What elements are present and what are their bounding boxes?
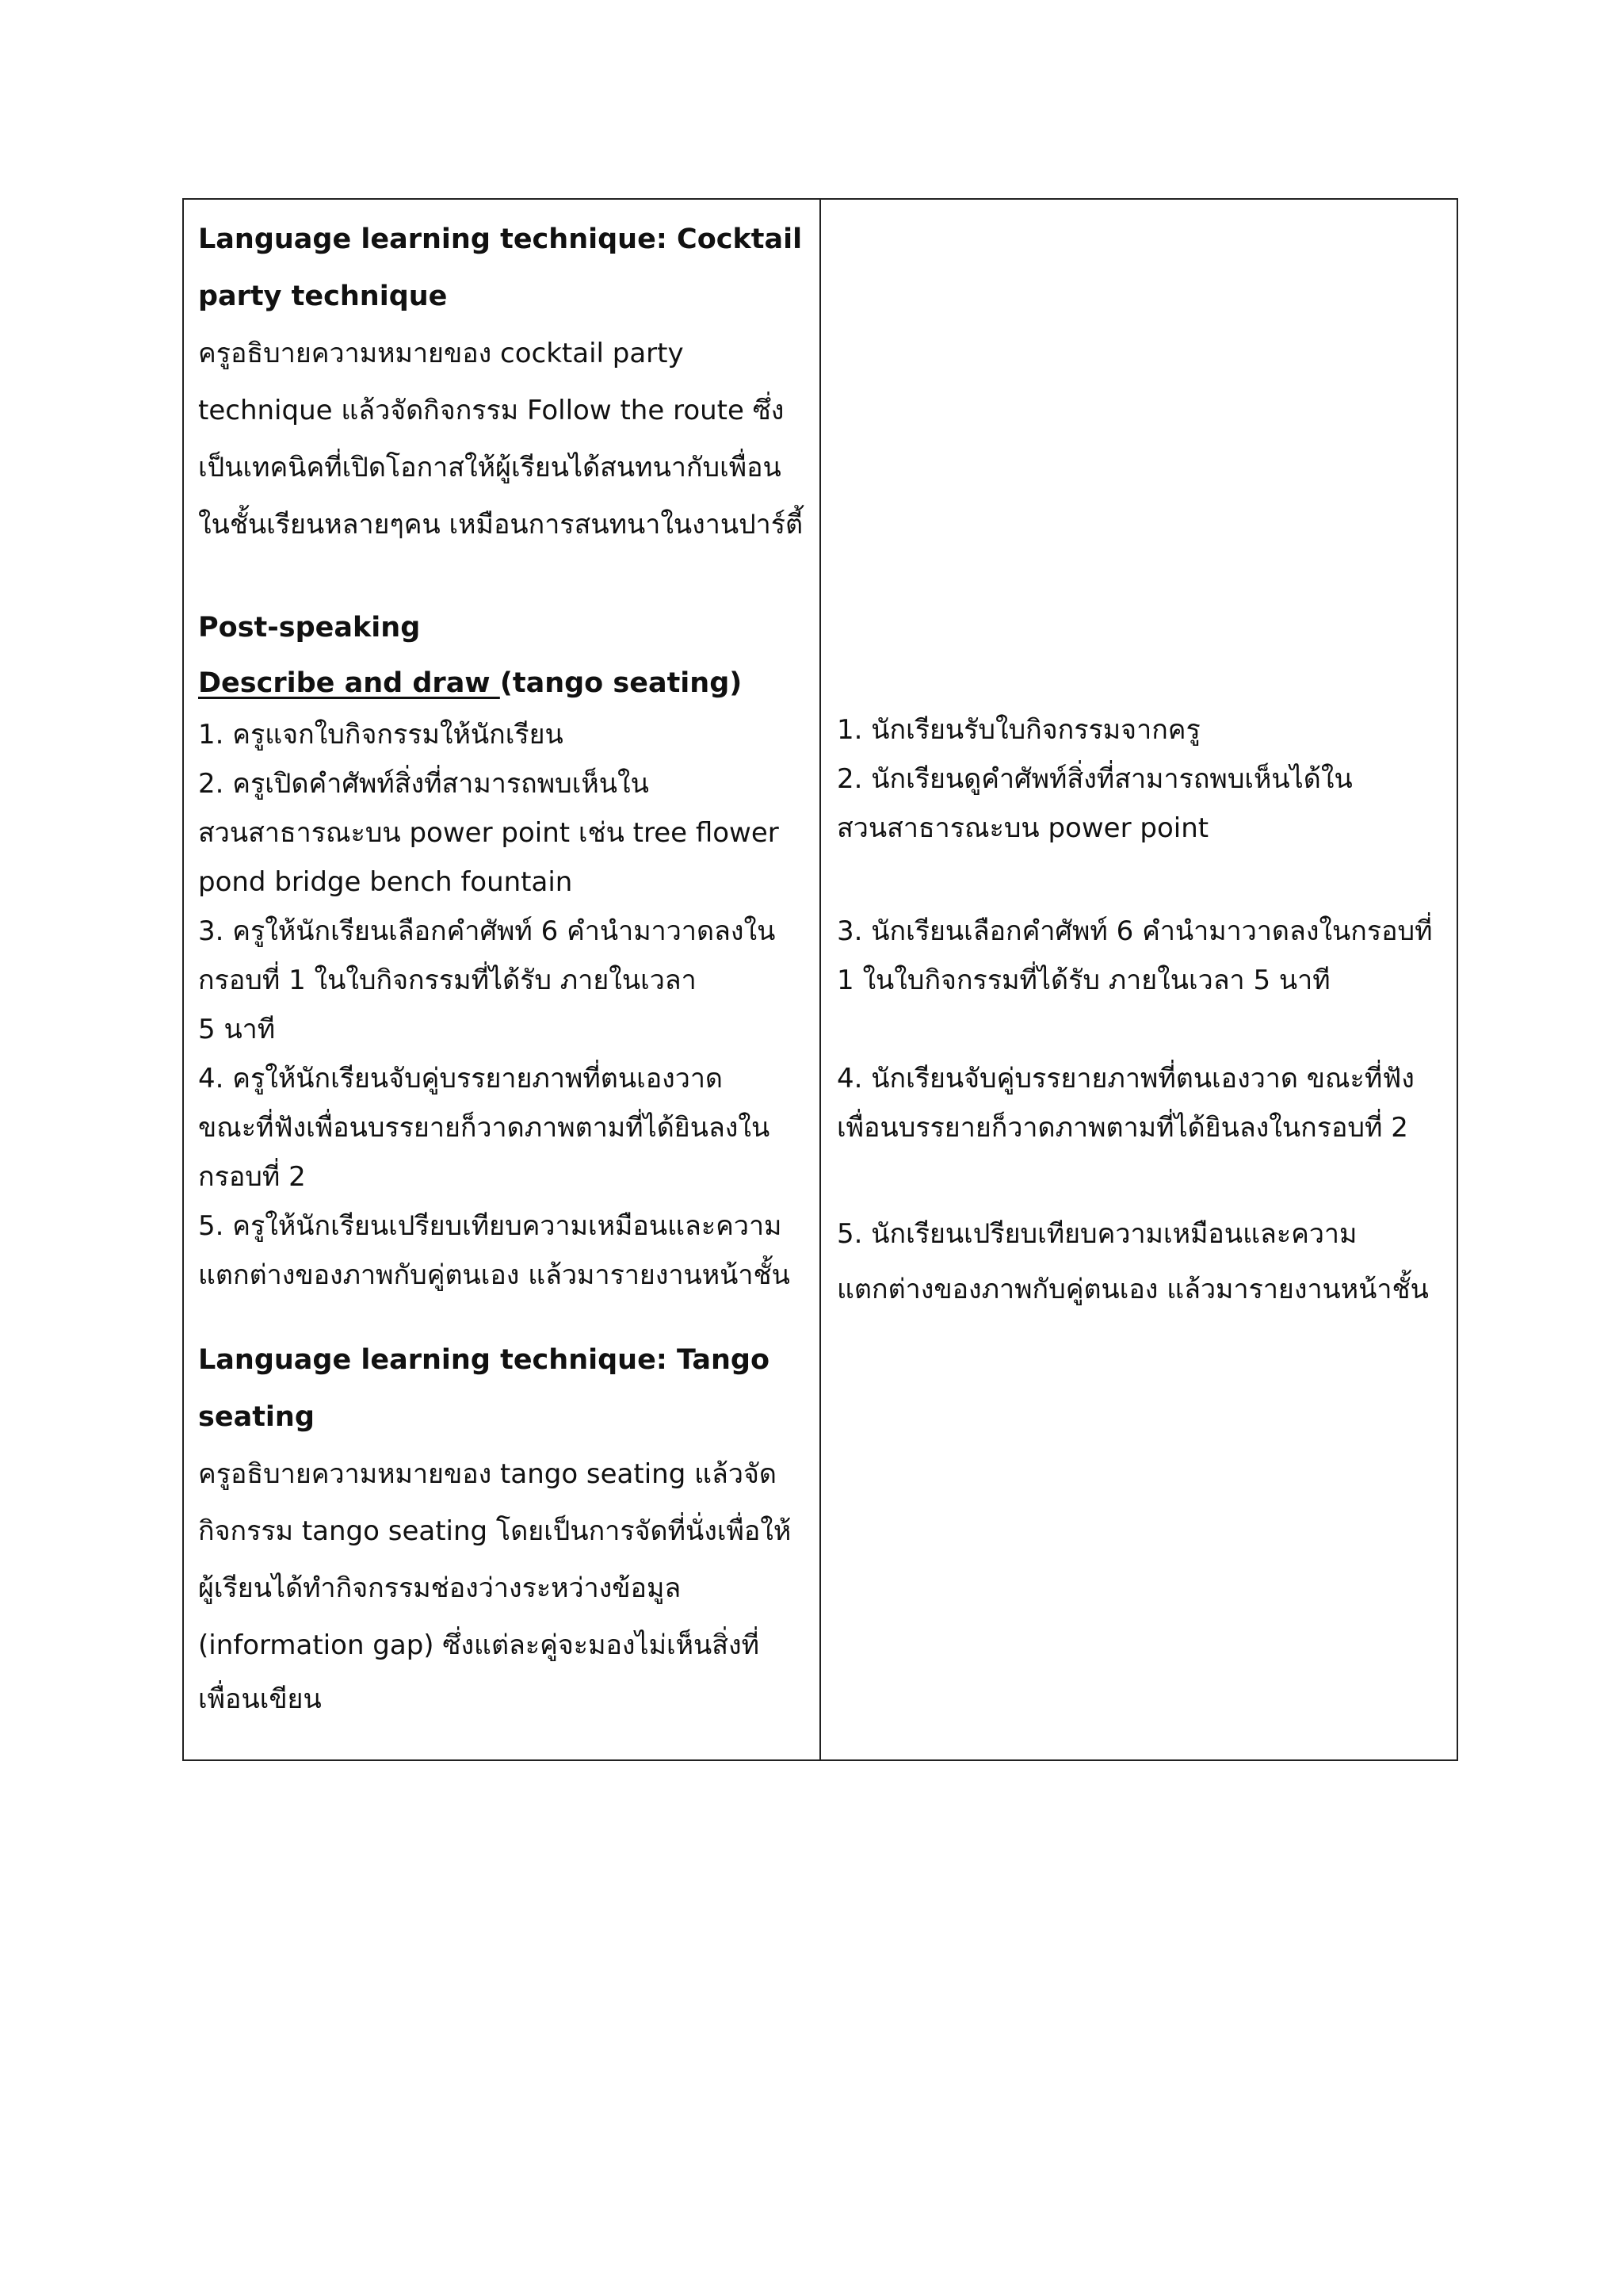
step-line: 1. ครูแจกใบกิจกรรมให้นักเรียน bbox=[198, 719, 563, 751]
step-line: 5 นาที bbox=[198, 1014, 276, 1045]
student-step-4a: 4. นักเรียนจับคู่บรรยายภาพที่ตนเองวาด ขณะที่ฟัง bbox=[837, 1063, 1415, 1095]
student-step-1: 1. นักเรียนรับใบกิจกรรมจากครู bbox=[837, 714, 1201, 746]
activity-title-row bbox=[198, 656, 807, 710]
spacer bbox=[198, 1300, 807, 1331]
step-line: pond bridge bench fountain bbox=[198, 866, 573, 898]
tango-desc-line: (information gap) ซึ่งแต่ละคู่จะมองไม่เห็นสิ่งที่ bbox=[198, 1629, 760, 1661]
step-line: ขณะที่ฟังเพื่อนบรรยายก็วาดภาพตามที่ได้ยินลงใน bbox=[198, 1112, 770, 1144]
step-line: กรอบที่ 2 bbox=[198, 1161, 306, 1193]
tango-desc-line: เพื่อนเขียน bbox=[198, 1683, 322, 1715]
tango-desc-line: ครูอธิบายความหมายของ tango seating แล้วจัด bbox=[198, 1458, 777, 1490]
step-line: สวนสาธารณะบน power point เช่น tree flower bbox=[198, 817, 779, 849]
cocktail-desc-line: เป็นเทคนิคที่เปิดโอกาสให้ผู้เรียนได้สนทนากับเพื่อน bbox=[198, 452, 781, 483]
tango-heading-line2: seating bbox=[198, 1401, 315, 1433]
student-activities-column bbox=[821, 200, 1457, 1759]
tango-heading-line1: Language learning technique: Tango bbox=[198, 1344, 770, 1376]
tango-desc-line: กิจกรรม tango seating โดยเป็นการจัดที่นั่งเพื่อให้ bbox=[198, 1515, 792, 1547]
cocktail-desc-line: technique แล้วจัดกิจกรรม Follow the route ซึ่ง bbox=[198, 395, 785, 426]
activity-title: Describe and draw bbox=[198, 667, 500, 699]
spacer bbox=[198, 553, 807, 599]
student-step-4b: เพื่อนบรรยายก็วาดภาพตามที่ได้ยินลงในกรอบที่ 2 bbox=[837, 1112, 1408, 1144]
post-speaking-heading: Post-speaking bbox=[198, 612, 421, 644]
cocktail-heading-line1: Language learning technique: Cocktail bbox=[198, 223, 803, 255]
student-step-3b: 1 ในใบกิจกรรมที่ได้รับ ภายในเวลา 5 นาที bbox=[837, 965, 1331, 996]
student-step-5a: 5. นักเรียนเปรียบเทียบความเหมือนและความ bbox=[837, 1218, 1358, 1250]
step-line: กรอบที่ 1 ในใบกิจกรรมที่ได้รับ ภายในเวลา bbox=[198, 965, 697, 996]
step-line: 5. ครูให้นักเรียนเปรียบเทียบความเหมือนและความ bbox=[198, 1210, 782, 1242]
step-line: แตกต่างของภาพกับคู่ตนเอง แล้วมารายงานหน้าชั้น bbox=[198, 1259, 790, 1291]
teacher-activities-column bbox=[184, 200, 821, 1759]
step-line: 4. ครูให้นักเรียนจับคู่บรรยายภาพที่ตนเองวาด bbox=[198, 1063, 723, 1095]
student-step-5b: แตกต่างของภาพกับคู่ตนเอง แล้วมารายงานหน้าชั้น bbox=[837, 1274, 1429, 1305]
tango-desc-line: ผู้เรียนได้ทำกิจกรรมช่องว่างระหว่างข้อมูล bbox=[198, 1572, 682, 1604]
activity-seating: (tango seating) bbox=[499, 667, 743, 699]
student-step-3a: 3. นักเรียนเลือกคำศัพท์ 6 คำนำมาวาดลงในกรอบที่ bbox=[837, 915, 1433, 947]
lesson-table bbox=[182, 198, 1458, 1761]
step-line: 3. ครูให้นักเรียนเลือกคำศัพท์ 6 คำนำมาวาดลงใน bbox=[198, 915, 776, 947]
cocktail-desc-line: ในชั้นเรียนหลายๆคน เหมือนการสนทนาในงานปาร์ตี้ bbox=[198, 509, 804, 541]
cocktail-heading-line2: party technique bbox=[198, 281, 448, 312]
student-step-2a: 2. นักเรียนดูคำศัพท์สิ่งที่สามารถพบเห็นได้ใน bbox=[837, 763, 1353, 795]
cocktail-desc-line: ครูอธิบายความหมายของ cocktail party bbox=[198, 338, 684, 369]
student-step-2b: สวนสาธารณะบน power point bbox=[837, 812, 1209, 844]
step-line: 2. ครูเปิดคำศัพท์สิ่งที่สามารถพบเห็นใน bbox=[198, 768, 649, 800]
